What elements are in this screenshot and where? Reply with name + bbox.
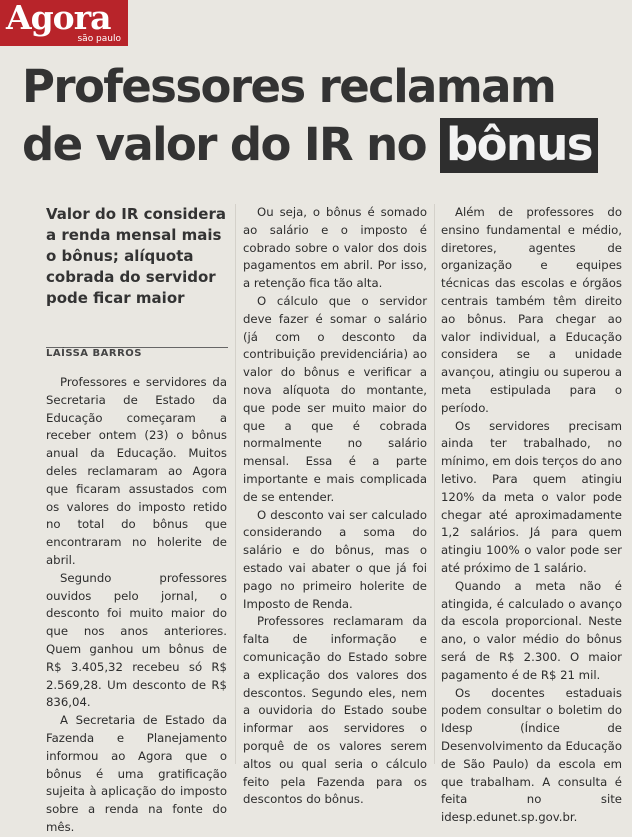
- headline-line-2: [22, 116, 622, 174]
- paragraph: O cálculo que o servidor deve fazer é somar o salário (já com o desconto da contribuição previdenciária) ao valor do bônus e verificar a nova alíquota do montante, que pode ser muito maior do que a que é cobrada normalmente no salário mensal. Essa é a parte importante e mais complicada de se entender.: [243, 293, 427, 504]
- byline: LAÍSSA BARROS: [46, 347, 228, 359]
- column-divider: [235, 204, 236, 764]
- article-column-2: [243, 204, 427, 809]
- headline-line-2-prefix: de valor do IR no: [22, 118, 426, 171]
- logo-name: Agora: [6, 0, 111, 37]
- paragraph: A Secretaria de Estado da Fazenda e Planejamento informou ao Agora que o bônus é uma gratificação sujeita à aplicação do imposto sobre a renda na fonte do mês.: [46, 713, 227, 834]
- headline-highlight: bônus: [440, 118, 598, 173]
- paragraph: Professores reclamaram da falta de informação e comunicação do Estado sobre a explicação dos valores dos descontos. Segundo eles, nem a ouvidoria do Estado soube informar aos servidores o porquê de os valores serem altos ou qual seria o cálculo feito pela Fazenda para os descontos do bônus.: [243, 614, 427, 807]
- subheadline: Valor do IR considera a renda mensal mais o bônus; alíquota cobrada do servidor pode ficar maior: [46, 205, 226, 307]
- paragraph: Segundo professores ouvidos pelo jornal, o desconto foi muito maior do que nos anos anteriores. Quem ganhou um bônus de R$ 3.405,32 recebeu só R$ 2.569,28. Um desconto de R$ 836,04.: [46, 570, 227, 710]
- masthead-logo: [0, 0, 128, 46]
- article-column-3: [441, 204, 622, 827]
- paragraph: Os servidores precisam ainda ter trabalhado, no mínimo, em dois terços do ano letivo. Para quem atingiu 120% da meta o valor pode chegar até aproximadamente 1,2 salários. Já para quem atingiu 100% o valor pode ser até próximo de 1 salário.: [441, 418, 622, 575]
- paragraph: O desconto vai ser calculado considerando a soma do salário e do bônus, mas o estado vai abater o que já foi pago no primeiro holerite de Imposto de Renda.: [243, 507, 427, 611]
- paragraph: Os docentes estaduais podem consultar o boletim do Idesp (Índice de Desenvolvimento da Educação de São Paulo) da escola em que trabalham. A consulta é feita no site idesp.edunet.sp.gov.br.: [441, 685, 622, 825]
- paragraph: Professores e servidores da Secretaria de Estado da Educação começaram a receber ontem (23) o bônus anual da Educação. Muitos deles reclamaram ao Agora que ficaram assustados com os valores do imposto retido no total do bônus que encontraram no holerite de abril.: [46, 375, 227, 567]
- headline: [22, 58, 622, 174]
- headline-line-1: Professores reclamam: [22, 60, 556, 113]
- paragraph: Além de professores do ensino fundamental e médio, diretores, agentes de organização e equipes técnicas das escolas e órgãos centrais também têm direito ao bônus. Para chegar ao valor individual, a Educação considera se a unidade avançou, atingiu ou superou a meta estipulada para o período.: [441, 205, 622, 415]
- paragraph: Quando a meta não é atingida, é calculado o avanço da escola proporcional. Neste ano, o valor médio do bônus será de R$ 2.300. O maior pagamento é de R$ 21 mil.: [441, 578, 622, 682]
- column-divider: [434, 204, 435, 764]
- logo-city: são paulo: [77, 34, 121, 44]
- paragraph: Ou seja, o bônus é somado ao salário e o imposto é cobrado sobre o valor dos dois pagamentos em abril. Por isso, a retenção fica tão alta.: [243, 205, 427, 291]
- article-column-1: [46, 374, 227, 837]
